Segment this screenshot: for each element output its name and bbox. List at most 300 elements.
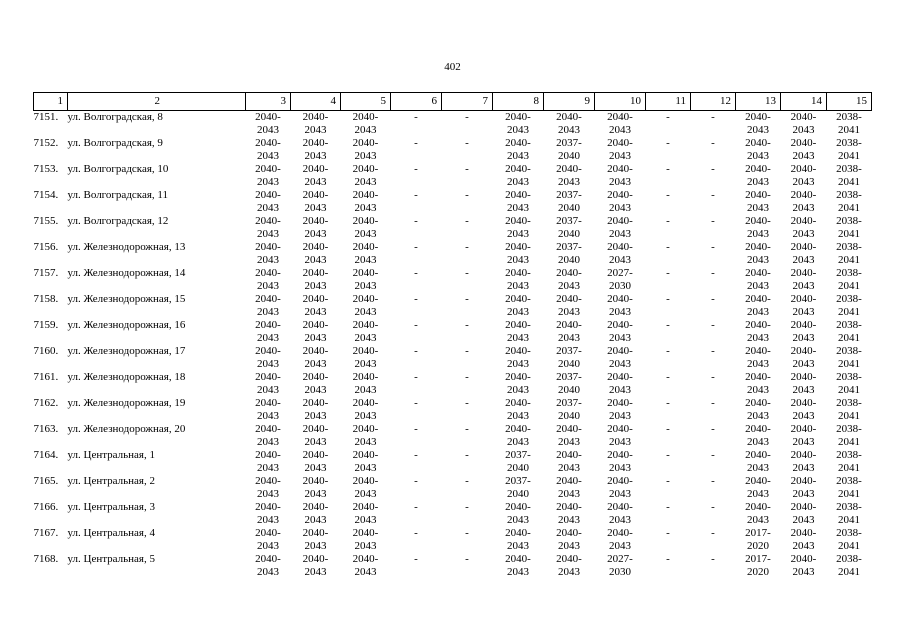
empty-value-cell: - — [465, 345, 469, 357]
year-range-cell: 2040- 2043 — [302, 189, 329, 214]
empty-value-cell: - — [414, 111, 418, 123]
empty-value-cell: - — [711, 553, 715, 565]
year-range-cell: 2040- 2043 — [745, 345, 771, 370]
empty-value-cell: - — [666, 241, 670, 253]
row-number: 7160. — [33, 345, 59, 357]
year-range-cell: 2038- 2041 — [836, 553, 862, 578]
empty-value-cell: - — [711, 241, 715, 253]
address-cell: ул. Железнодорожная, 19 — [67, 397, 186, 409]
empty-value-cell: - — [711, 527, 715, 539]
year-range-cell: 2040- 2043 — [302, 319, 329, 344]
year-range-cell: 2040- 2043 — [745, 449, 771, 474]
empty-value-cell: - — [711, 449, 715, 461]
year-range-cell: 2040- 2043 — [790, 475, 817, 500]
column-header-7: 7 — [442, 93, 493, 111]
row-number: 7151. — [33, 111, 59, 123]
year-range-cell: 2040- 2043 — [352, 189, 379, 214]
empty-value-cell: - — [666, 111, 670, 123]
year-range-cell: 2040- 2043 — [352, 241, 379, 266]
year-range-cell: 2040- 2043 — [352, 293, 379, 318]
year-range-cell: 2037- 2040 — [556, 345, 582, 370]
year-range-cell: 2040- 2043 — [302, 475, 329, 500]
year-range-cell: 2040- 2043 — [302, 293, 329, 318]
header-row — [34, 93, 872, 111]
year-range-cell: 2040- 2043 — [352, 371, 379, 396]
year-range-cell: 2040- 2043 — [352, 501, 379, 526]
row-number: 7163. — [33, 423, 59, 435]
year-range-cell: 2040- 2043 — [302, 215, 329, 240]
year-range-cell: 2040- 2043 — [505, 423, 531, 448]
year-range-cell: 2040- 2043 — [790, 449, 817, 474]
empty-value-cell: - — [414, 267, 418, 279]
year-range-cell: 2040- 2043 — [505, 501, 531, 526]
empty-value-cell: - — [414, 319, 418, 331]
year-range-cell: 2040- 2043 — [255, 163, 281, 188]
year-range-cell: 2040- 2043 — [607, 319, 633, 344]
table-row — [34, 527, 872, 553]
year-range-cell: 2040- 2043 — [255, 189, 281, 214]
year-range-cell: 2040- 2043 — [505, 293, 531, 318]
empty-value-cell: - — [465, 163, 469, 175]
empty-value-cell: - — [711, 267, 715, 279]
year-range-cell: 2040- 2043 — [302, 137, 329, 162]
row-number: 7157. — [33, 267, 59, 279]
year-range-cell: 2040- 2043 — [255, 553, 281, 578]
empty-value-cell: - — [666, 475, 670, 487]
empty-value-cell: - — [465, 241, 469, 253]
empty-value-cell: - — [414, 163, 418, 175]
year-range-cell: 2040- 2043 — [790, 241, 817, 266]
empty-value-cell: - — [414, 527, 418, 539]
empty-value-cell: - — [711, 397, 715, 409]
empty-value-cell: - — [711, 215, 715, 227]
year-range-cell: 2040- 2043 — [255, 371, 281, 396]
address-cell: ул. Железнодорожная, 17 — [67, 345, 186, 357]
empty-value-cell: - — [414, 241, 418, 253]
year-range-cell: 2040- 2043 — [505, 371, 531, 396]
table-row — [34, 501, 872, 527]
year-range-cell: 2040- 2043 — [790, 501, 817, 526]
year-range-cell: 2040- 2043 — [607, 189, 633, 214]
empty-value-cell: - — [711, 501, 715, 513]
empty-value-cell: - — [465, 501, 469, 513]
year-range-cell: 2040- 2043 — [790, 345, 817, 370]
row-number: 7159. — [33, 319, 59, 331]
year-range-cell: 2040- 2043 — [745, 215, 771, 240]
year-range-cell: 2040- 2043 — [505, 111, 531, 136]
year-range-cell: 2040- 2043 — [255, 241, 281, 266]
year-range-cell: 2038- 2041 — [836, 111, 862, 136]
year-range-cell: 2040- 2043 — [745, 111, 771, 136]
row-number: 7158. — [33, 293, 59, 305]
empty-value-cell: - — [414, 449, 418, 461]
row-number: 7167. — [33, 527, 59, 539]
year-range-cell: 2040- 2043 — [556, 163, 582, 188]
empty-value-cell: - — [711, 293, 715, 305]
address-cell: ул. Волгоградская, 12 — [67, 215, 169, 227]
year-range-cell: 2038- 2041 — [836, 241, 862, 266]
year-range-cell: 2040- 2043 — [745, 163, 771, 188]
empty-value-cell: - — [465, 189, 469, 201]
year-range-cell: 2040- 2043 — [255, 215, 281, 240]
year-range-cell: 2040- 2043 — [556, 423, 582, 448]
year-range-cell: 2038- 2041 — [836, 215, 862, 240]
year-range-cell: 2040- 2043 — [352, 449, 379, 474]
empty-value-cell: - — [711, 371, 715, 383]
year-range-cell: 2040- 2043 — [745, 293, 771, 318]
empty-value-cell: - — [666, 293, 670, 305]
year-range-cell: 2040- 2043 — [607, 527, 633, 552]
column-header-10: 10 — [595, 93, 646, 111]
year-range-cell: 2040- 2043 — [505, 215, 531, 240]
table-row — [34, 371, 872, 397]
year-range-cell: 2040- 2043 — [790, 267, 817, 292]
year-range-cell: 2040- 2043 — [255, 293, 281, 318]
row-number: 7168. — [33, 553, 59, 565]
year-range-cell: 2040- 2043 — [255, 501, 281, 526]
table-row — [34, 137, 872, 163]
address-cell: ул. Центральная, 3 — [67, 501, 155, 513]
year-range-cell: 2040- 2043 — [255, 449, 281, 474]
empty-value-cell: - — [666, 215, 670, 227]
year-range-cell: 2040- 2043 — [607, 501, 633, 526]
year-range-cell: 2037- 2040 — [505, 475, 531, 500]
table-row — [34, 553, 872, 579]
empty-value-cell: - — [666, 189, 670, 201]
row-number: 7155. — [33, 215, 59, 227]
empty-value-cell: - — [465, 111, 469, 123]
empty-value-cell: - — [666, 267, 670, 279]
empty-value-cell: - — [414, 215, 418, 227]
empty-value-cell: - — [711, 111, 715, 123]
year-range-cell: 2040- 2043 — [556, 111, 582, 136]
year-range-cell: 2040- 2043 — [505, 553, 531, 578]
column-header-14: 14 — [781, 93, 827, 111]
empty-value-cell: - — [666, 553, 670, 565]
empty-value-cell: - — [465, 293, 469, 305]
year-range-cell: 2040- 2043 — [255, 267, 281, 292]
empty-value-cell: - — [465, 527, 469, 539]
year-range-cell: 2040- 2043 — [556, 449, 582, 474]
year-range-cell: 2038- 2041 — [836, 501, 862, 526]
empty-value-cell: - — [666, 137, 670, 149]
empty-value-cell: - — [414, 501, 418, 513]
address-cell: ул. Центральная, 5 — [67, 553, 155, 565]
empty-value-cell: - — [414, 371, 418, 383]
column-header-1: 1 — [34, 93, 68, 111]
year-range-cell: 2040- 2043 — [352, 475, 379, 500]
address-cell: ул. Центральная, 2 — [67, 475, 155, 487]
column-header-13: 13 — [736, 93, 781, 111]
year-range-cell: 2040- 2043 — [255, 111, 281, 136]
year-range-cell: 2040- 2043 — [556, 293, 582, 318]
address-cell: ул. Волгоградская, 8 — [67, 111, 163, 123]
year-range-cell: 2040- 2043 — [255, 137, 281, 162]
year-range-cell: 2040- 2043 — [352, 345, 379, 370]
empty-value-cell: - — [666, 319, 670, 331]
year-range-cell: 2040- 2043 — [302, 111, 329, 136]
year-range-cell: 2040- 2043 — [556, 475, 582, 500]
address-cell: ул. Железнодорожная, 18 — [67, 371, 186, 383]
year-range-cell: 2038- 2041 — [836, 189, 862, 214]
year-range-cell: 2040- 2043 — [352, 163, 379, 188]
column-header-11: 11 — [646, 93, 691, 111]
year-range-cell: 2038- 2041 — [836, 423, 862, 448]
empty-value-cell: - — [666, 371, 670, 383]
empty-value-cell: - — [666, 397, 670, 409]
schedule-table — [33, 92, 872, 579]
year-range-cell: 2040- 2043 — [255, 475, 281, 500]
empty-value-cell: - — [711, 137, 715, 149]
year-range-cell: 2040- 2043 — [790, 319, 817, 344]
year-range-cell: 2038- 2041 — [836, 449, 862, 474]
year-range-cell: 2040- 2043 — [352, 423, 379, 448]
year-range-cell: 2040- 2043 — [556, 267, 582, 292]
table-row — [34, 293, 872, 319]
address-cell: ул. Железнодорожная, 20 — [67, 423, 186, 435]
table-row — [34, 241, 872, 267]
year-range-cell: 2040- 2043 — [302, 345, 329, 370]
empty-value-cell: - — [465, 137, 469, 149]
year-range-cell: 2037- 2040 — [556, 189, 582, 214]
table-row — [34, 319, 872, 345]
empty-value-cell: - — [666, 449, 670, 461]
year-range-cell: 2040- 2043 — [556, 553, 582, 578]
year-range-cell: 2040- 2043 — [352, 111, 379, 136]
year-range-cell: 2040- 2043 — [607, 423, 633, 448]
year-range-cell: 2037- 2040 — [556, 397, 582, 422]
year-range-cell: 2040- 2043 — [302, 501, 329, 526]
year-range-cell: 2038- 2041 — [836, 319, 862, 344]
empty-value-cell: - — [414, 397, 418, 409]
year-range-cell: 2038- 2041 — [836, 475, 862, 500]
year-range-cell: 2038- 2041 — [836, 397, 862, 422]
year-range-cell: 2038- 2041 — [836, 345, 862, 370]
year-range-cell: 2040- 2043 — [255, 397, 281, 422]
year-range-cell: 2040- 2043 — [745, 397, 771, 422]
year-range-cell: 2037- 2040 — [556, 215, 582, 240]
year-range-cell: 2040- 2043 — [790, 553, 817, 578]
year-range-cell: 2037- 2040 — [556, 371, 582, 396]
year-range-cell: 2040- 2043 — [505, 267, 531, 292]
row-number: 7165. — [33, 475, 59, 487]
empty-value-cell: - — [666, 163, 670, 175]
table-body — [34, 111, 872, 580]
column-header-4: 4 — [291, 93, 341, 111]
year-range-cell: 2040- 2043 — [790, 397, 817, 422]
empty-value-cell: - — [465, 319, 469, 331]
year-range-cell: 2040- 2043 — [790, 215, 817, 240]
year-range-cell: 2040- 2043 — [505, 397, 531, 422]
empty-value-cell: - — [465, 215, 469, 227]
table-row — [34, 267, 872, 293]
address-cell: ул. Железнодорожная, 16 — [67, 319, 186, 331]
empty-value-cell: - — [711, 345, 715, 357]
empty-value-cell: - — [711, 163, 715, 175]
year-range-cell: 2017- 2020 — [745, 553, 771, 578]
year-range-cell: 2040- 2043 — [505, 345, 531, 370]
year-range-cell: 2040- 2043 — [745, 241, 771, 266]
row-number: 7152. — [33, 137, 59, 149]
year-range-cell: 2040- 2043 — [607, 137, 633, 162]
empty-value-cell: - — [465, 423, 469, 435]
year-range-cell: 2040- 2043 — [790, 189, 817, 214]
year-range-cell: 2040- 2043 — [302, 267, 329, 292]
year-range-cell: 2040- 2043 — [607, 241, 633, 266]
empty-value-cell: - — [666, 527, 670, 539]
table-row — [34, 449, 872, 475]
empty-value-cell: - — [414, 345, 418, 357]
year-range-cell: 2038- 2041 — [836, 527, 862, 552]
empty-value-cell: - — [465, 267, 469, 279]
row-number: 7161. — [33, 371, 59, 383]
year-range-cell: 2040- 2043 — [352, 267, 379, 292]
year-range-cell: 2040- 2043 — [352, 319, 379, 344]
row-number: 7164. — [33, 449, 59, 461]
empty-value-cell: - — [666, 345, 670, 357]
column-header-9: 9 — [544, 93, 595, 111]
address-cell: ул. Волгоградская, 11 — [67, 189, 169, 201]
year-range-cell: 2040- 2043 — [505, 137, 531, 162]
year-range-cell: 2040- 2043 — [255, 345, 281, 370]
empty-value-cell: - — [465, 371, 469, 383]
year-range-cell: 2040- 2043 — [790, 137, 817, 162]
year-range-cell: 2040- 2043 — [302, 241, 329, 266]
year-range-cell: 2040- 2043 — [607, 371, 633, 396]
year-range-cell: 2040- 2043 — [607, 293, 633, 318]
year-range-cell: 2027- 2030 — [607, 267, 633, 292]
year-range-cell: 2040- 2043 — [556, 501, 582, 526]
empty-value-cell: - — [414, 475, 418, 487]
year-range-cell: 2040- 2043 — [745, 501, 771, 526]
year-range-cell: 2040- 2043 — [790, 527, 817, 552]
year-range-cell: 2040- 2043 — [302, 371, 329, 396]
year-range-cell: 2040- 2043 — [352, 397, 379, 422]
table-row — [34, 345, 872, 371]
address-cell: ул. Волгоградская, 10 — [67, 163, 169, 175]
year-range-cell: 2040- 2043 — [607, 449, 633, 474]
year-range-cell: 2040- 2043 — [607, 397, 633, 422]
empty-value-cell: - — [414, 293, 418, 305]
year-range-cell: 2040- 2043 — [607, 215, 633, 240]
row-number: 7166. — [33, 501, 59, 513]
row-number: 7162. — [33, 397, 59, 409]
year-range-cell: 2040- 2043 — [556, 319, 582, 344]
address-cell: ул. Центральная, 1 — [67, 449, 155, 461]
year-range-cell: 2040- 2043 — [607, 475, 633, 500]
year-range-cell: 2040- 2043 — [505, 319, 531, 344]
empty-value-cell: - — [414, 423, 418, 435]
year-range-cell: 2040- 2043 — [745, 137, 771, 162]
year-range-cell: 2040- 2043 — [302, 449, 329, 474]
empty-value-cell: - — [414, 189, 418, 201]
year-range-cell: 2040- 2043 — [790, 423, 817, 448]
empty-value-cell: - — [465, 553, 469, 565]
year-range-cell: 2040- 2043 — [790, 111, 817, 136]
column-header-12: 12 — [691, 93, 736, 111]
empty-value-cell: - — [711, 319, 715, 331]
empty-value-cell: - — [414, 553, 418, 565]
year-range-cell: 2037- 2040 — [556, 137, 582, 162]
year-range-cell: 2040- 2043 — [556, 527, 582, 552]
year-range-cell: 2040- 2043 — [505, 241, 531, 266]
year-range-cell: 2038- 2041 — [836, 163, 862, 188]
year-range-cell: 2040- 2043 — [255, 423, 281, 448]
year-range-cell: 2040- 2043 — [607, 163, 633, 188]
table-row — [34, 475, 872, 501]
row-number: 7153. — [33, 163, 59, 175]
year-range-cell: 2038- 2041 — [836, 293, 862, 318]
column-header-6: 6 — [391, 93, 442, 111]
table-row — [34, 163, 872, 189]
column-header-8: 8 — [493, 93, 544, 111]
column-header-5: 5 — [341, 93, 391, 111]
year-range-cell: 2037- 2040 — [505, 449, 531, 474]
year-range-cell: 2038- 2041 — [836, 267, 862, 292]
year-range-cell: 2040- 2043 — [505, 189, 531, 214]
year-range-cell: 2040- 2043 — [352, 527, 379, 552]
year-range-cell: 2040- 2043 — [302, 397, 329, 422]
year-range-cell: 2040- 2043 — [790, 293, 817, 318]
empty-value-cell: - — [465, 475, 469, 487]
year-range-cell: 2040- 2043 — [745, 475, 771, 500]
empty-value-cell: - — [666, 501, 670, 513]
year-range-cell: 2038- 2041 — [836, 137, 862, 162]
year-range-cell: 2040- 2043 — [255, 319, 281, 344]
year-range-cell: 2040- 2043 — [745, 423, 771, 448]
year-range-cell: 2040- 2043 — [505, 527, 531, 552]
table-row — [34, 215, 872, 241]
year-range-cell: 2017- 2020 — [745, 527, 771, 552]
empty-value-cell: - — [414, 137, 418, 149]
year-range-cell: 2040- 2043 — [607, 111, 633, 136]
year-range-cell: 2040- 2043 — [790, 163, 817, 188]
year-range-cell: 2040- 2043 — [255, 527, 281, 552]
year-range-cell: 2037- 2040 — [556, 241, 582, 266]
year-range-cell: 2040- 2043 — [302, 163, 329, 188]
empty-value-cell: - — [711, 423, 715, 435]
year-range-cell: 2040- 2043 — [790, 371, 817, 396]
address-cell: ул. Железнодорожная, 15 — [67, 293, 186, 305]
empty-value-cell: - — [465, 449, 469, 461]
year-range-cell: 2040- 2043 — [745, 189, 771, 214]
year-range-cell: 2040- 2043 — [352, 137, 379, 162]
empty-value-cell: - — [666, 423, 670, 435]
table-row — [34, 111, 872, 138]
year-range-cell: 2040- 2043 — [745, 371, 771, 396]
address-cell: ул. Центральная, 4 — [67, 527, 155, 539]
address-cell: ул. Железнодорожная, 13 — [67, 241, 186, 253]
empty-value-cell: - — [711, 189, 715, 201]
year-range-cell: 2040- 2043 — [352, 553, 379, 578]
year-range-cell: 2040- 2043 — [505, 163, 531, 188]
address-cell: ул. Волгоградская, 9 — [67, 137, 163, 149]
empty-value-cell: - — [711, 475, 715, 487]
year-range-cell: 2040- 2043 — [302, 423, 329, 448]
year-range-cell: 2040- 2043 — [302, 527, 329, 552]
year-range-cell: 2027- 2030 — [607, 553, 633, 578]
column-header-2: 2 — [68, 93, 246, 111]
table-row — [34, 189, 872, 215]
column-header-3: 3 — [246, 93, 291, 111]
address-cell: ул. Железнодорожная, 14 — [67, 267, 186, 279]
column-header-15: 15 — [827, 93, 872, 111]
table-row — [34, 423, 872, 449]
year-range-cell: 2038- 2041 — [836, 371, 862, 396]
empty-value-cell: - — [465, 397, 469, 409]
row-number: 7154. — [33, 189, 59, 201]
year-range-cell: 2040- 2043 — [607, 345, 633, 370]
